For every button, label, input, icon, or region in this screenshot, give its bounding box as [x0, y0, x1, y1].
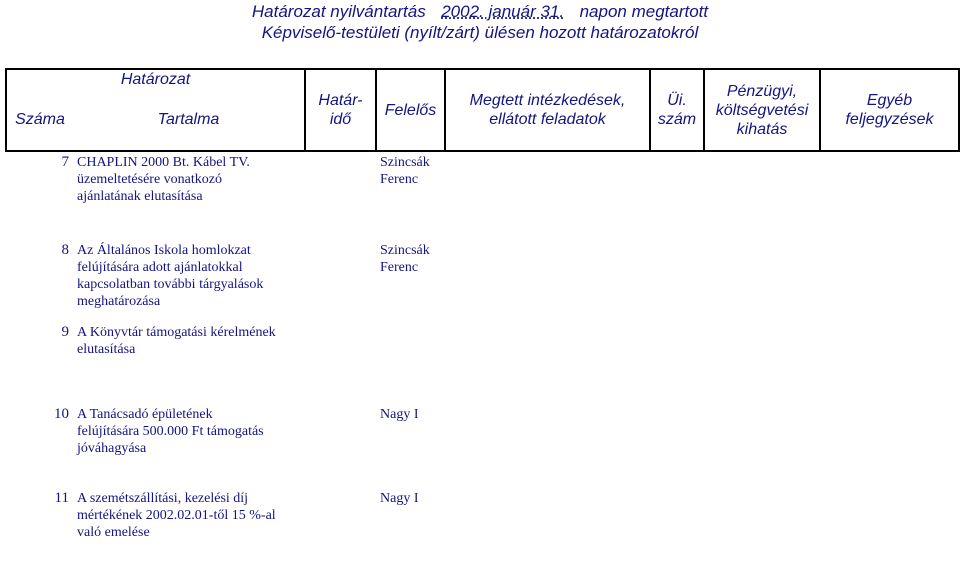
- actions-cell: [445, 151, 650, 240]
- financial-impact-cell: [704, 404, 820, 488]
- financial-impact-cell: [704, 322, 820, 404]
- resolution-content: A szemétszállítási, kezelési díj mértékének 2002.02.01-től 15 %-al való emelése: [77, 491, 276, 540]
- resolution-content: A Könyvtár támogatási kérelmének elutasítása: [77, 325, 276, 357]
- responsible-person: Nagy I: [380, 407, 419, 422]
- deadline-cell: [305, 488, 376, 576]
- resolution-number: 10: [54, 406, 69, 422]
- content-header: Tartalma: [73, 89, 305, 151]
- resolution-content: A Tanácsadó épületének felújítására 500.000 Ft támogatás jóváhagyása: [77, 407, 264, 456]
- deadline-cell: [305, 151, 376, 240]
- deadline-header: Határ- idő: [305, 69, 376, 151]
- register-title: [0, 2, 960, 22]
- resolutions-table: [5, 68, 960, 576]
- resolution-number: 7: [61, 154, 69, 170]
- resolution-content: CHAPLIN 2000 Bt. Kábel TV. üzemeltetésére vonatkozó ajánlatának elutasítása: [77, 155, 250, 204]
- document-number-cell: [650, 240, 704, 322]
- other-notes-cell: [820, 151, 959, 240]
- title-suffix: napon megtartott: [579, 2, 709, 21]
- deadline-cell: [305, 404, 376, 488]
- document-number-cell: [650, 404, 704, 488]
- actions-cell: [445, 322, 650, 404]
- actions-cell: [445, 488, 650, 576]
- resolution-content: Az Általános Iskola homlokzat felújítására adott ajánlatokkal kapcsolatban további tárgyalások meghatározása: [77, 243, 264, 309]
- table-row: [6, 151, 959, 240]
- table-row: [6, 488, 959, 576]
- financial-impact-cell: [704, 488, 820, 576]
- other-notes-cell: [820, 240, 959, 322]
- responsible-person: [376, 322, 445, 404]
- table-row: [6, 404, 959, 488]
- resolution-group-header: Határozat: [6, 69, 305, 89]
- actions-header: Megtett intézkedések, ellátott feladatok: [445, 69, 650, 151]
- responsible-person: Szincsák Ferenc: [380, 243, 430, 275]
- table-row: [6, 322, 959, 404]
- resolution-number: 8: [61, 242, 69, 258]
- financial-impact-cell: [704, 240, 820, 322]
- financial-impact-header: Pénzügyi, költségvetési kihatás: [704, 69, 820, 151]
- responsible-person: Szincsák Ferenc: [380, 155, 430, 187]
- number-header: Száma: [6, 89, 73, 151]
- other-notes-header: Egyéb feljegyzések: [820, 69, 959, 151]
- other-notes-cell: [820, 322, 959, 404]
- other-notes-cell: [820, 404, 959, 488]
- other-notes-cell: [820, 488, 959, 576]
- financial-impact-cell: [704, 151, 820, 240]
- document-number-cell: [650, 322, 704, 404]
- resolution-number: 9: [61, 324, 69, 340]
- title-prefix: Határozat nyilvántartás: [251, 2, 426, 21]
- document-number-header: Üi. szám: [650, 69, 704, 151]
- register-subtitle: Képviselő-testületi (nyílt/zárt) ülésen hozott határozatokról: [261, 23, 699, 42]
- deadline-cell: [305, 322, 376, 404]
- actions-cell: [445, 404, 650, 488]
- resolution-number: 11: [54, 490, 69, 506]
- responsible-header: Felelős: [376, 69, 445, 151]
- actions-cell: [445, 240, 650, 322]
- document-number-cell: [650, 151, 704, 240]
- document-number-cell: [650, 488, 704, 576]
- table-row: [6, 240, 959, 322]
- meeting-date: 2002. január 31.: [441, 2, 565, 21]
- responsible-person: Nagy I: [380, 491, 419, 506]
- deadline-cell: [305, 240, 376, 322]
